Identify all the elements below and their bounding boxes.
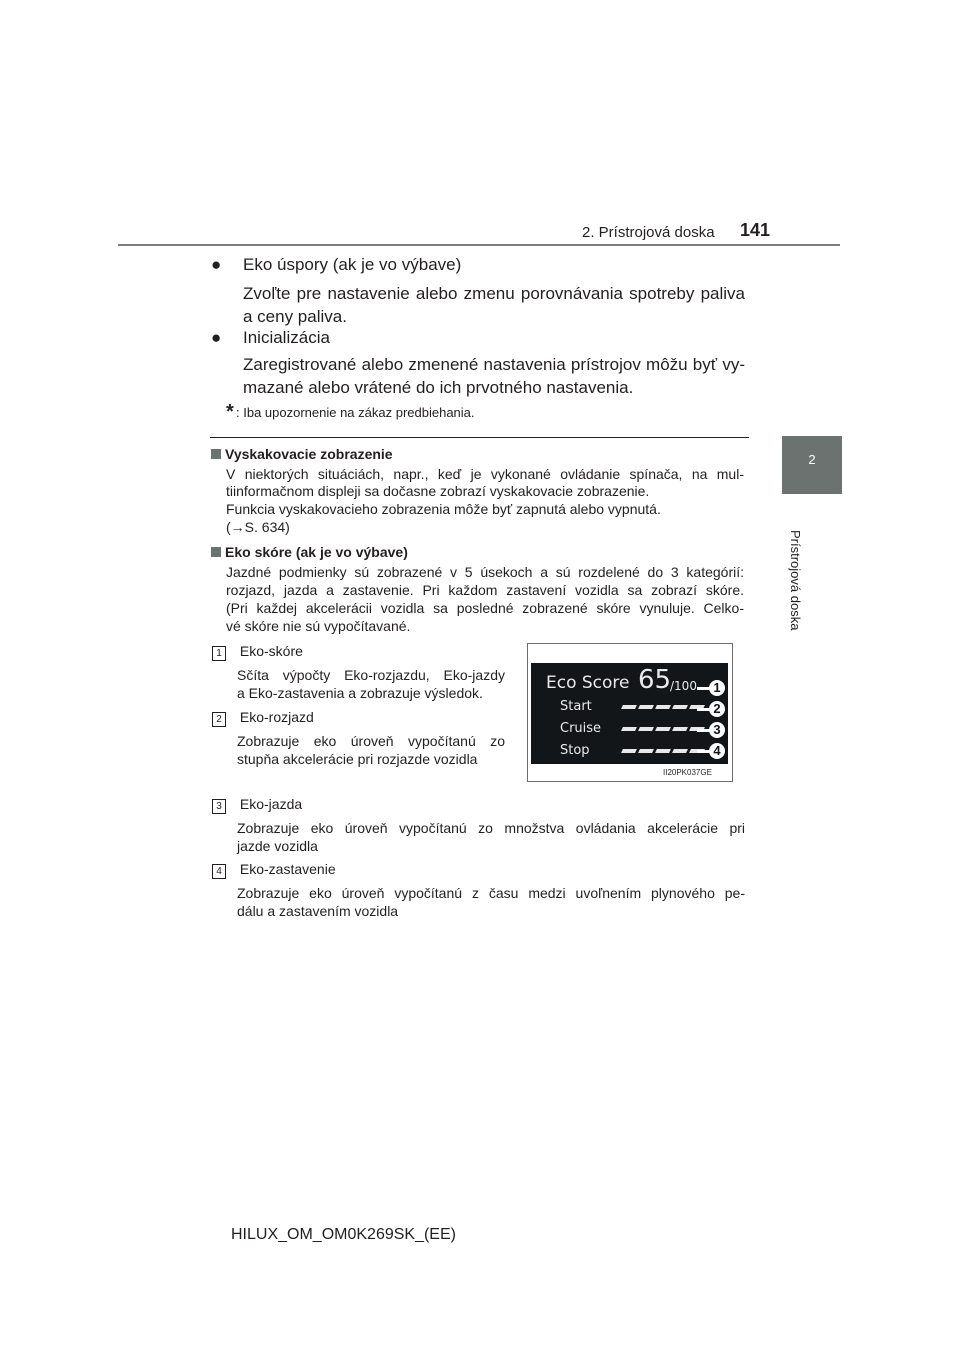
page-reference: (→S. 634) <box>226 519 290 535</box>
separator-rule <box>210 437 749 438</box>
stop-level-bar <box>622 749 704 753</box>
item-text: Zobrazuje eko úroveň vypočítanú z času medzi uvoľnením plynového pe- <box>237 885 745 901</box>
item-title: Eko-zastavenie <box>239 861 336 877</box>
list-item-title: Inicializácia <box>243 328 330 347</box>
item-title: Eko-jazda <box>239 796 303 812</box>
numbered-item <box>212 795 302 814</box>
footnote-text: : Iba upozornenie na zákaz predbiehania. <box>236 405 475 420</box>
level-segment <box>638 727 654 731</box>
paragraph-line: tiinformačnom displeji sa dočasne zobrazí vyskakovacie zobrazenie. <box>226 483 650 499</box>
level-segment <box>672 727 688 731</box>
paragraph-line: Funkcia vyskakovacieho zobrazenia môže byť zapnutá alebo vypnutá. <box>226 501 661 517</box>
list-item-text: Zvoľte pre nastavenie alebo zmenu porovnávania spotreby paliva <box>243 284 745 303</box>
level-segment <box>672 705 688 709</box>
callout-2: 2 <box>709 701 725 717</box>
level-segment <box>655 749 671 753</box>
page-number: 141 <box>740 220 771 240</box>
item-text: Zobrazuje eko úroveň vypočítanú zo <box>237 733 505 749</box>
paragraph-line: Jazdné podmienky sú zobrazené v 5 úsekoch a sú rozdelené do 3 kategórií: <box>226 564 744 580</box>
paragraph-line: V niektorých situáciách, napr., keď je vykonané ovládanie spínača, na mul- <box>226 466 744 482</box>
row-label-stop: Stop <box>560 743 590 758</box>
paragraph-line: rozjazd, jazda a zastavenie. Pri každom zastavení vozidla sa zobrazí skóre. <box>226 582 744 598</box>
level-segment <box>621 749 637 753</box>
start-level-bar <box>622 705 704 709</box>
item-title: Eko-rozjazd <box>239 709 314 725</box>
list-item-title: Eko úspory (ak je vo výbave) <box>243 255 462 274</box>
level-segment <box>672 749 688 753</box>
level-segment <box>655 705 671 709</box>
level-segment <box>655 727 671 731</box>
figure-code: II20PK037GE <box>663 768 712 777</box>
numbered-item <box>212 708 314 727</box>
level-segment <box>621 705 637 709</box>
callout-4: 4 <box>709 743 725 759</box>
item-text: jazde vozidla <box>237 838 318 854</box>
bullet-icon: ● <box>211 328 222 347</box>
item-text: Sčíta výpočty Eko-rozjazdu, Eko-jazdy <box>237 667 505 683</box>
level-segment <box>638 705 654 709</box>
eco-score-screen <box>531 663 728 764</box>
paragraph-line: (Pri každej akcelerácii vozidla sa posledné zobrazené skóre vynuluje. Celko- <box>226 600 744 616</box>
item-number-box: 2 <box>212 712 226 727</box>
list-item-text: mazané alebo vrátené do ich prvotného nastavenia. <box>243 378 634 397</box>
item-number-box: 4 <box>212 864 226 879</box>
subsection-title: Vyskakovacie zobrazenie <box>211 445 393 463</box>
callout-3: 3 <box>709 722 725 738</box>
item-text: dálu a zastavením vozidla <box>237 903 399 919</box>
item-number-box: 3 <box>212 799 226 814</box>
subsection-title: Eko skóre (ak je vo výbave) <box>211 543 408 561</box>
item-text: stupňa akcelerácie pri rozjazde vozidla <box>237 751 478 767</box>
eco-score-title: Eco Score <box>546 673 630 693</box>
footnote-mark: * <box>226 401 234 423</box>
callout-1: 1 <box>709 680 725 696</box>
square-bullet-icon <box>211 547 221 557</box>
bullet-icon: ● <box>211 255 222 274</box>
numbered-item <box>212 860 336 879</box>
level-segment <box>621 727 637 731</box>
chapter-number: 2 <box>808 452 816 467</box>
square-bullet-icon <box>211 449 221 459</box>
level-segment <box>638 749 654 753</box>
chapter-title-vertical: Prístrojová doska <box>788 530 803 631</box>
header-rule <box>118 244 840 246</box>
item-text: Zobrazuje eko úroveň vypočítanú zo množstva ovládania akcelerácie pri <box>237 820 745 836</box>
eco-score-value: 65 <box>638 665 672 695</box>
section-title: 2. Prístrojová doska <box>582 224 715 241</box>
item-title: Eko-skóre <box>239 643 303 659</box>
cruise-level-bar <box>622 727 704 731</box>
row-label-start: Start <box>560 699 592 714</box>
document-code: HILUX_OM_OM0K269SK_(EE) <box>231 1226 456 1243</box>
row-label-cruise: Cruise <box>560 721 602 736</box>
list-item-text: Zaregistrované alebo zmenené nastavenia prístrojov môžu byť vy- <box>243 355 745 374</box>
eco-score-figure <box>527 643 733 782</box>
item-number-box: 1 <box>212 646 226 661</box>
numbered-item <box>212 642 303 661</box>
item-text: a Eko-zastavenia a zobrazuje výsledok. <box>237 685 483 701</box>
list-item-text: a ceny paliva. <box>243 307 347 326</box>
eco-score-max: /100 <box>670 679 697 693</box>
paragraph-line: vé skóre nie sú vypočítavané. <box>226 618 411 634</box>
